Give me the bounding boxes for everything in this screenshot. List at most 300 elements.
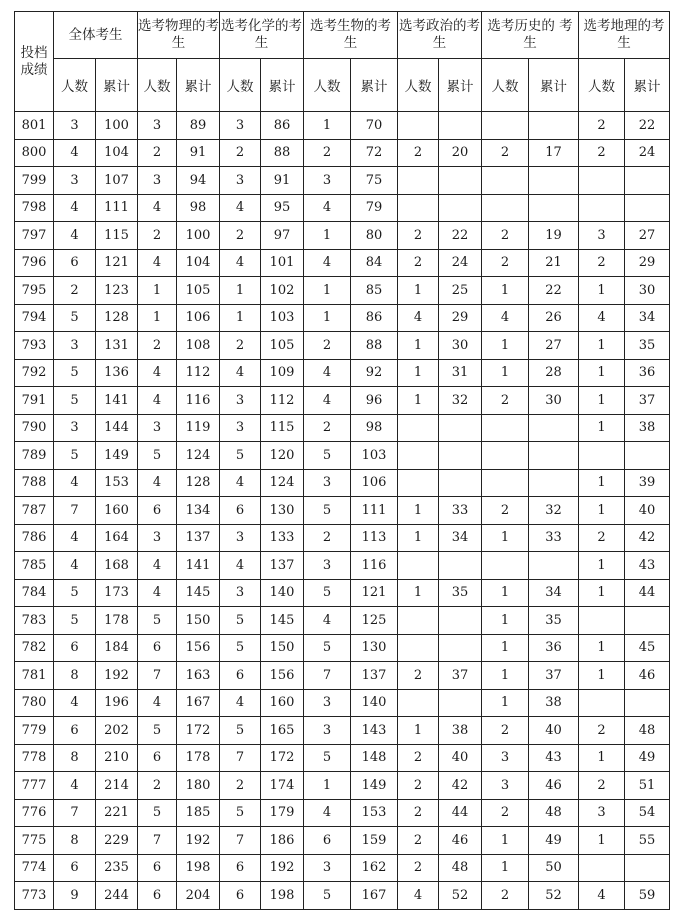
table-cell: 17 (529, 139, 579, 167)
table-cell: 80 (351, 222, 398, 250)
table-row (15, 469, 670, 497)
table-cell: 159 (351, 827, 398, 855)
table-cell: 46 (625, 662, 670, 690)
table-row (15, 194, 670, 222)
table-cell: 244 (96, 882, 138, 910)
table-cell: 121 (351, 579, 398, 607)
table-row (15, 222, 670, 250)
table-cell: 37 (529, 662, 579, 690)
table-cell: 149 (96, 442, 138, 470)
table-cell: 196 (96, 689, 138, 717)
table-cell: 52 (439, 882, 482, 910)
table-cell: 6 (138, 854, 177, 882)
table-cell: 72 (351, 139, 398, 167)
table-cell: 136 (96, 359, 138, 387)
table-cell: 2 (220, 332, 261, 360)
table-cell (439, 167, 482, 195)
table-cell: 1 (398, 579, 439, 607)
group-header-politics: 选考政治的考生 (398, 12, 482, 59)
table-cell: 1 (482, 662, 529, 690)
table-cell: 3 (579, 799, 625, 827)
table-row (15, 387, 670, 415)
sub-header-count: 人数 (398, 59, 439, 112)
table-cell: 3 (304, 167, 351, 195)
table-cell: 27 (625, 222, 670, 250)
table-cell: 8 (54, 662, 96, 690)
score-table-container (14, 11, 670, 910)
table-cell: 145 (261, 607, 304, 635)
table-cell: 4 (138, 469, 177, 497)
table-cell: 185 (177, 799, 220, 827)
table-cell: 1 (579, 497, 625, 525)
table-cell: 235 (96, 854, 138, 882)
table-cell: 1 (482, 359, 529, 387)
table-cell: 32 (529, 497, 579, 525)
table-cell: 1 (482, 689, 529, 717)
table-cell: 4 (220, 689, 261, 717)
table-cell: 4 (579, 882, 625, 910)
table-cell: 42 (439, 772, 482, 800)
table-row (15, 249, 670, 277)
table-cell: 22 (529, 277, 579, 305)
table-cell (398, 442, 439, 470)
score-cell: 792 (15, 359, 54, 387)
table-cell: 1 (579, 579, 625, 607)
table-cell: 3 (304, 689, 351, 717)
table-cell: 1 (579, 332, 625, 360)
table-cell: 7 (138, 827, 177, 855)
table-cell (482, 194, 529, 222)
table-cell: 120 (261, 442, 304, 470)
table-cell: 1 (304, 772, 351, 800)
table-cell: 1 (398, 497, 439, 525)
score-cell: 777 (15, 772, 54, 800)
table-cell: 7 (54, 799, 96, 827)
table-cell: 102 (261, 277, 304, 305)
table-cell (398, 112, 439, 140)
table-cell: 5 (304, 882, 351, 910)
table-cell: 2 (398, 744, 439, 772)
table-cell: 2 (579, 112, 625, 140)
table-cell: 38 (529, 689, 579, 717)
table-cell: 1 (482, 854, 529, 882)
table-cell: 98 (177, 194, 220, 222)
table-cell: 2 (579, 717, 625, 745)
sub-header-cumulative: 累计 (96, 59, 138, 112)
table-cell: 125 (351, 607, 398, 635)
table-cell: 4 (138, 552, 177, 580)
table-cell (439, 634, 482, 662)
table-cell: 123 (96, 277, 138, 305)
table-cell: 4 (54, 524, 96, 552)
sub-header-cumulative: 累计 (529, 59, 579, 112)
table-cell: 198 (177, 854, 220, 882)
table-cell: 4 (579, 304, 625, 332)
table-cell: 4 (138, 579, 177, 607)
table-cell: 160 (261, 689, 304, 717)
table-cell: 143 (351, 717, 398, 745)
table-cell: 4 (54, 469, 96, 497)
table-cell: 137 (261, 552, 304, 580)
table-cell: 2 (482, 139, 529, 167)
table-cell: 1 (579, 469, 625, 497)
table-cell: 86 (261, 112, 304, 140)
table-cell: 2 (138, 139, 177, 167)
table-cell: 24 (625, 139, 670, 167)
table-cell: 4 (54, 689, 96, 717)
table-cell: 1 (482, 524, 529, 552)
table-cell: 9 (54, 882, 96, 910)
table-cell: 37 (625, 387, 670, 415)
table-cell: 178 (177, 744, 220, 772)
table-cell: 6 (138, 882, 177, 910)
table-cell: 1 (482, 277, 529, 305)
table-cell: 7 (138, 662, 177, 690)
table-cell: 111 (96, 194, 138, 222)
table-cell: 1 (482, 332, 529, 360)
sub-header-count: 人数 (220, 59, 261, 112)
table-cell: 2 (398, 827, 439, 855)
score-cell: 796 (15, 249, 54, 277)
table-cell (579, 442, 625, 470)
table-cell: 128 (177, 469, 220, 497)
table-cell: 3 (304, 854, 351, 882)
table-cell: 100 (177, 222, 220, 250)
table-cell: 40 (529, 717, 579, 745)
table-cell: 192 (96, 662, 138, 690)
table-cell: 2 (579, 772, 625, 800)
table-cell (529, 552, 579, 580)
table-cell: 34 (529, 579, 579, 607)
table-cell (579, 167, 625, 195)
table-cell: 35 (439, 579, 482, 607)
table-row (15, 304, 670, 332)
table-cell: 3 (304, 469, 351, 497)
sub-header-count: 人数 (579, 59, 625, 112)
table-cell: 86 (351, 304, 398, 332)
table-cell: 6 (220, 882, 261, 910)
table-cell: 104 (96, 139, 138, 167)
group-header-chemistry: 选考化学的考生 (220, 12, 304, 59)
table-cell: 153 (351, 799, 398, 827)
table-cell: 1 (579, 662, 625, 690)
table-cell: 70 (351, 112, 398, 140)
table-cell: 1 (398, 387, 439, 415)
table-cell: 2 (579, 139, 625, 167)
table-cell: 221 (96, 799, 138, 827)
table-cell: 3 (138, 167, 177, 195)
table-cell: 109 (261, 359, 304, 387)
table-cell: 104 (177, 249, 220, 277)
table-cell: 2 (398, 772, 439, 800)
table-cell: 229 (96, 827, 138, 855)
table-cell (439, 607, 482, 635)
table-row (15, 772, 670, 800)
header-group-row (15, 12, 670, 59)
table-cell: 4 (304, 387, 351, 415)
table-cell: 51 (625, 772, 670, 800)
table-cell (482, 167, 529, 195)
table-cell: 172 (177, 717, 220, 745)
table-cell: 48 (439, 854, 482, 882)
table-cell: 1 (138, 304, 177, 332)
table-cell: 4 (304, 607, 351, 635)
table-cell: 140 (351, 689, 398, 717)
table-cell: 3 (579, 222, 625, 250)
table-cell: 150 (261, 634, 304, 662)
table-cell: 1 (482, 579, 529, 607)
table-cell: 7 (54, 497, 96, 525)
score-cell: 800 (15, 139, 54, 167)
score-cell: 780 (15, 689, 54, 717)
table-cell: 162 (351, 854, 398, 882)
table-cell: 141 (177, 552, 220, 580)
table-cell: 2 (304, 414, 351, 442)
table-cell: 1 (579, 387, 625, 415)
score-cell: 790 (15, 414, 54, 442)
table-cell: 29 (439, 304, 482, 332)
table-cell: 111 (351, 497, 398, 525)
table-cell: 34 (625, 304, 670, 332)
table-cell: 33 (439, 497, 482, 525)
table-cell: 164 (96, 524, 138, 552)
table-cell: 2 (579, 524, 625, 552)
table-cell: 2 (398, 222, 439, 250)
table-cell: 116 (351, 552, 398, 580)
score-cell: 784 (15, 579, 54, 607)
sub-header-count: 人数 (54, 59, 96, 112)
table-cell: 5 (304, 634, 351, 662)
table-cell: 2 (138, 222, 177, 250)
table-cell: 43 (625, 552, 670, 580)
table-cell: 7 (220, 744, 261, 772)
table-cell: 3 (54, 112, 96, 140)
table-cell: 184 (96, 634, 138, 662)
table-cell: 153 (96, 469, 138, 497)
table-cell: 46 (439, 827, 482, 855)
table-cell: 89 (177, 112, 220, 140)
table-cell (439, 112, 482, 140)
table-row (15, 442, 670, 470)
table-cell: 3 (54, 167, 96, 195)
score-cell: 774 (15, 854, 54, 882)
table-cell (529, 442, 579, 470)
table-row (15, 139, 670, 167)
table-cell (439, 689, 482, 717)
table-cell (439, 469, 482, 497)
table-cell: 3 (220, 112, 261, 140)
table-cell: 202 (96, 717, 138, 745)
table-cell: 107 (96, 167, 138, 195)
table-cell: 2 (482, 387, 529, 415)
table-cell (625, 167, 670, 195)
table-cell: 2 (482, 799, 529, 827)
table-cell: 43 (529, 744, 579, 772)
table-cell: 4 (54, 194, 96, 222)
table-cell: 2 (482, 882, 529, 910)
table-cell: 30 (625, 277, 670, 305)
table-cell: 30 (529, 387, 579, 415)
score-cell: 782 (15, 634, 54, 662)
table-cell: 2 (398, 799, 439, 827)
table-cell (398, 634, 439, 662)
table-cell (398, 469, 439, 497)
table-cell: 5 (304, 442, 351, 470)
table-cell: 48 (529, 799, 579, 827)
table-cell: 113 (351, 524, 398, 552)
score-cell: 781 (15, 662, 54, 690)
table-cell: 2 (482, 249, 529, 277)
table-row (15, 277, 670, 305)
table-cell (482, 442, 529, 470)
table-cell: 3 (220, 414, 261, 442)
score-cell: 788 (15, 469, 54, 497)
table-cell (439, 442, 482, 470)
table-cell: 105 (261, 332, 304, 360)
table-cell: 192 (261, 854, 304, 882)
table-cell: 137 (177, 524, 220, 552)
table-cell: 6 (138, 634, 177, 662)
score-cell: 791 (15, 387, 54, 415)
table-cell: 50 (529, 854, 579, 882)
table-cell: 30 (439, 332, 482, 360)
table-cell (439, 414, 482, 442)
table-cell: 95 (261, 194, 304, 222)
table-row (15, 414, 670, 442)
table-cell: 3 (54, 414, 96, 442)
table-cell: 3 (220, 524, 261, 552)
table-cell: 35 (529, 607, 579, 635)
table-cell: 3 (482, 744, 529, 772)
table-cell: 38 (625, 414, 670, 442)
table-row (15, 662, 670, 690)
table-cell (482, 112, 529, 140)
table-cell: 85 (351, 277, 398, 305)
table-cell: 21 (529, 249, 579, 277)
table-cell: 6 (220, 497, 261, 525)
table-cell: 1 (579, 359, 625, 387)
table-cell: 94 (177, 167, 220, 195)
table-cell: 2 (579, 249, 625, 277)
table-cell: 20 (439, 139, 482, 167)
table-cell: 1 (579, 552, 625, 580)
table-cell: 91 (177, 139, 220, 167)
table-cell: 29 (625, 249, 670, 277)
table-cell: 44 (439, 799, 482, 827)
table-cell: 4 (304, 799, 351, 827)
table-cell: 2 (138, 772, 177, 800)
table-cell: 28 (529, 359, 579, 387)
table-cell: 34 (439, 524, 482, 552)
sub-header-count: 人数 (482, 59, 529, 112)
table-cell: 3 (304, 717, 351, 745)
table-cell: 172 (261, 744, 304, 772)
table-cell: 36 (529, 634, 579, 662)
table-cell: 5 (138, 442, 177, 470)
table-cell: 4 (54, 139, 96, 167)
table-cell: 5 (220, 799, 261, 827)
table-cell: 46 (529, 772, 579, 800)
table-cell: 1 (304, 277, 351, 305)
sub-header-cumulative: 累计 (261, 59, 304, 112)
table-cell (625, 854, 670, 882)
table-cell: 54 (625, 799, 670, 827)
table-cell: 2 (398, 662, 439, 690)
table-row (15, 552, 670, 580)
table-cell: 108 (177, 332, 220, 360)
table-cell: 119 (177, 414, 220, 442)
table-cell (529, 112, 579, 140)
table-cell: 5 (138, 799, 177, 827)
table-cell: 4 (220, 469, 261, 497)
table-cell: 4 (220, 552, 261, 580)
table-cell: 4 (304, 194, 351, 222)
table-cell: 6 (54, 717, 96, 745)
header-sub-row (15, 59, 670, 112)
table-cell: 3 (138, 414, 177, 442)
table-cell: 4 (138, 194, 177, 222)
table-cell: 6 (54, 249, 96, 277)
table-cell: 4 (54, 772, 96, 800)
table-cell: 141 (96, 387, 138, 415)
sub-header-count: 人数 (138, 59, 177, 112)
table-cell: 5 (220, 442, 261, 470)
table-cell: 31 (439, 359, 482, 387)
table-row (15, 634, 670, 662)
table-cell: 5 (138, 607, 177, 635)
score-distribution-table (14, 11, 670, 910)
table-cell: 2 (138, 332, 177, 360)
table-cell: 4 (220, 249, 261, 277)
table-cell: 140 (261, 579, 304, 607)
table-cell: 115 (96, 222, 138, 250)
table-cell: 174 (261, 772, 304, 800)
table-cell: 88 (261, 139, 304, 167)
table-cell (398, 167, 439, 195)
group-header-all: 全体考生 (54, 12, 138, 59)
table-cell: 2 (304, 332, 351, 360)
table-cell: 42 (625, 524, 670, 552)
table-cell: 198 (261, 882, 304, 910)
table-cell (398, 607, 439, 635)
score-cell: 785 (15, 552, 54, 580)
table-row (15, 717, 670, 745)
table-cell: 26 (529, 304, 579, 332)
table-cell: 214 (96, 772, 138, 800)
table-row (15, 689, 670, 717)
table-cell: 6 (220, 854, 261, 882)
table-cell (625, 689, 670, 717)
table-cell: 5 (54, 442, 96, 470)
score-cell: 778 (15, 744, 54, 772)
score-cell: 775 (15, 827, 54, 855)
table-cell: 204 (177, 882, 220, 910)
table-cell (529, 167, 579, 195)
table-cell: 25 (439, 277, 482, 305)
table-cell: 149 (351, 772, 398, 800)
table-row (15, 497, 670, 525)
table-cell (579, 689, 625, 717)
table-cell: 130 (351, 634, 398, 662)
table-cell: 98 (351, 414, 398, 442)
table-cell: 168 (96, 552, 138, 580)
table-cell: 2 (398, 249, 439, 277)
table-cell: 4 (220, 359, 261, 387)
table-cell (529, 414, 579, 442)
table-cell: 6 (54, 854, 96, 882)
table-cell: 2 (304, 139, 351, 167)
table-cell (625, 194, 670, 222)
